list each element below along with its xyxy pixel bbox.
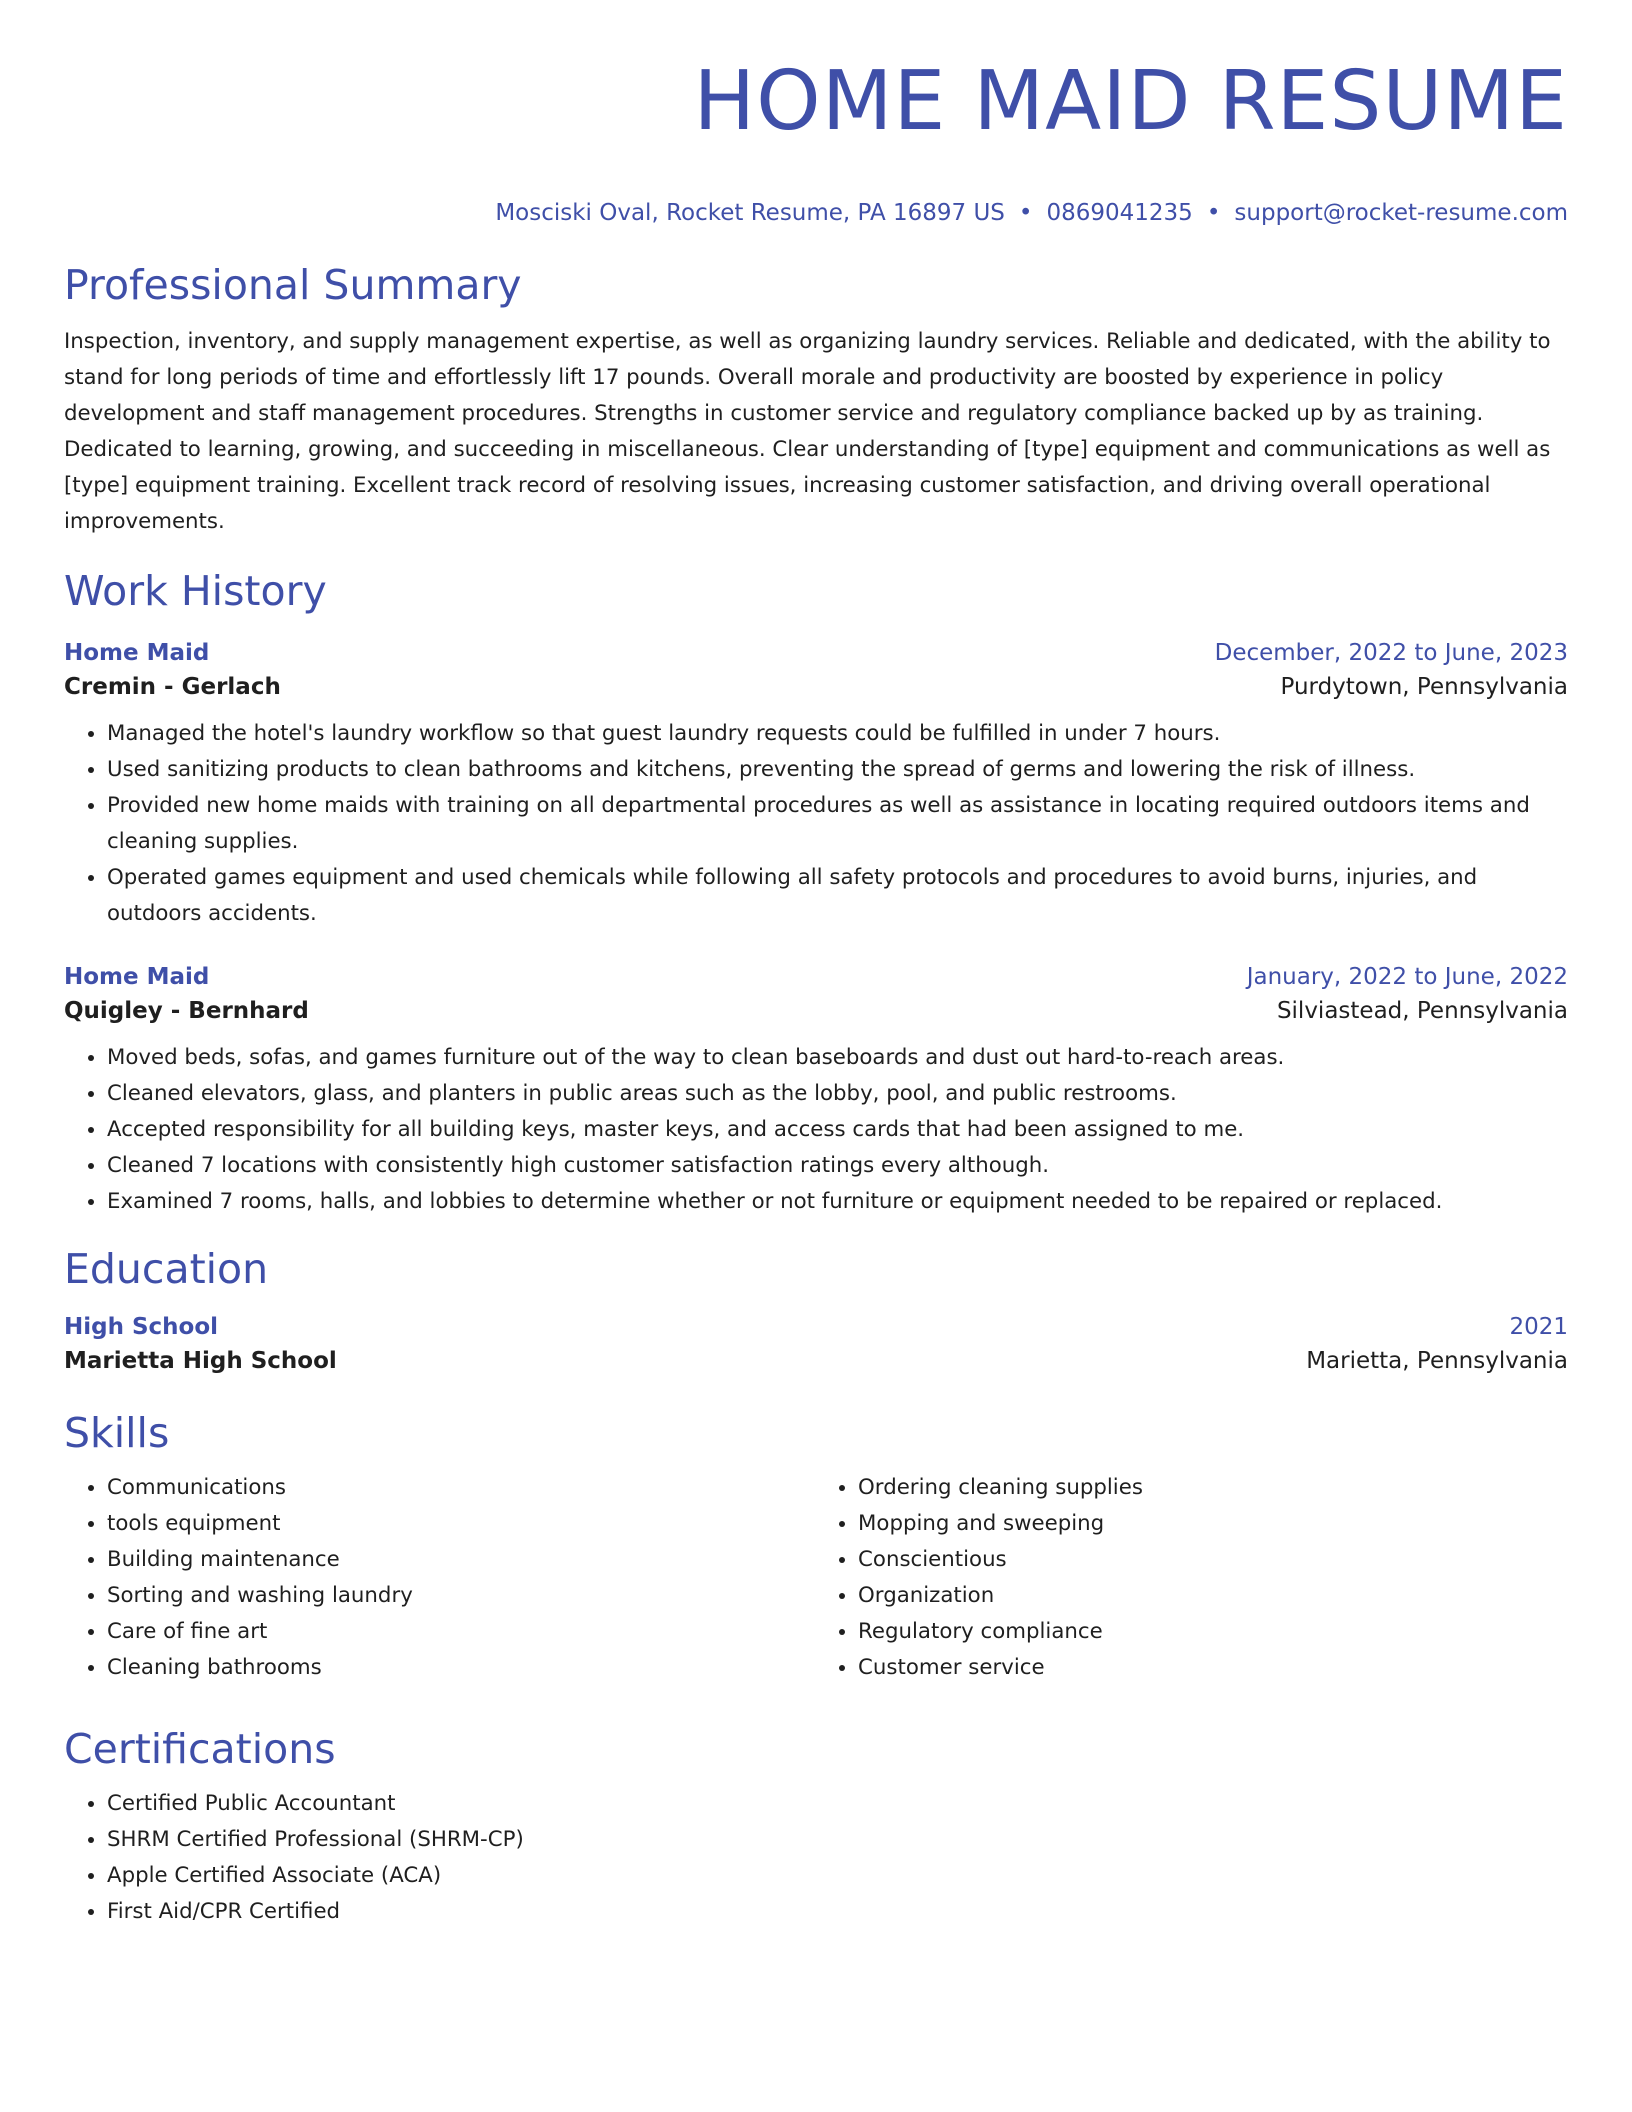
job-dates: December, 2022 to June, 2023	[1214, 640, 1568, 666]
certification-item: • First Aid/CPR Certified	[107, 1894, 1568, 1930]
job-duty-item: • Used sanitizing products to clean bathrooms and kitchens, preventing the spread of germs and lowering the risk of illness.	[107, 752, 1568, 788]
resume-header	[64, 52, 1568, 228]
job-duty-item: • Examined 7 rooms, halls, and lobbies to determine whether or not furniture or equipment needed to be repaired or replaced.	[107, 1184, 1568, 1220]
certification-item: • Apple Certified Associate (ACA)	[107, 1858, 1568, 1894]
skill-item: • Mopping and sweeping	[858, 1506, 1568, 1542]
skill-item: • Communications	[107, 1470, 815, 1506]
job-duty-item: • Moved beds, sofas, and games furniture out of the way to clean baseboards and dust out hard-to-reach areas.	[107, 1040, 1568, 1076]
contact-email: support@rocket-resume.com	[1234, 200, 1568, 226]
skill-item: • Customer service	[858, 1650, 1568, 1686]
skill-item: • Cleaning bathrooms	[107, 1650, 815, 1686]
summary-heading: Professional Summary	[64, 261, 522, 309]
certifications-section	[64, 1724, 1568, 1930]
skills-section	[64, 1408, 1568, 1686]
skills-columns	[64, 1470, 1568, 1686]
contact-phone: 0869041235	[1046, 200, 1193, 226]
education-entry	[64, 1310, 1568, 1378]
skill-item: • Building maintenance	[107, 1542, 815, 1578]
job-role: Home Maid	[64, 964, 210, 990]
skill-item: • Conscientious	[858, 1542, 1568, 1578]
job-role: Home Maid	[64, 640, 210, 666]
job-entry	[64, 636, 1568, 932]
contact-line	[64, 198, 1568, 228]
skill-item: • Organization	[858, 1578, 1568, 1614]
contact-separator: •	[1018, 200, 1033, 226]
job-company: Quigley - Bernhard	[64, 998, 309, 1024]
work-history-section	[64, 566, 1568, 1220]
contact-address: Mosciski Oval, Rocket Resume, PA 16897 US	[495, 200, 1005, 226]
summary-paragraph: Inspection, inventory, and supply management expertise, as well as organizing laundry services. Reliable and dedicated, with the ability to stand for long periods of time and effortlessly lift 17 pounds. Overall morale and productivity are boosted by experience in policy development and staff management procedures. Strengths in customer service and regulatory compliance backed up by as training. Dedicated to learning, growing, and succeeding in miscellaneous. Clear understanding of [type] equipment and communications as well as [type] equipment training. Excellent track record of resolving issues, increasing customer satisfaction, and driving overall operational improvements.	[64, 329, 1551, 534]
job-duty-item: • Cleaned 7 locations with consistently high customer satisfaction ratings every although.	[107, 1148, 1568, 1184]
skill-item: • Care of fine art	[107, 1614, 815, 1650]
certification-item: • Certified Public Accountant	[107, 1786, 1568, 1822]
job-header-row	[64, 960, 1568, 994]
job-dates: January, 2022 to June, 2022	[1246, 964, 1568, 990]
resume-title: HOME MAID RESUME	[693, 54, 1568, 149]
skills-list-right	[815, 1470, 1568, 1686]
job-company-row	[64, 670, 1568, 704]
skill-item: • Sorting and washing laundry	[107, 1578, 815, 1614]
job-location: Silviastead, Pennsylvania	[1276, 998, 1568, 1024]
education-header-row	[64, 1310, 1568, 1344]
job-entry	[64, 960, 1568, 1220]
job-header-row	[64, 636, 1568, 670]
contact-separator: •	[1206, 200, 1221, 226]
skill-item: • Regulatory compliance	[858, 1614, 1568, 1650]
education-school-row	[64, 1344, 1568, 1378]
summary-section	[64, 260, 1568, 540]
education-degree: High School	[64, 1314, 219, 1340]
education-year: 2021	[1509, 1314, 1568, 1340]
job-duty-item: • Managed the hotel's laundry workflow so that guest laundry requests could be fulfilled in under 7 hours.	[107, 716, 1568, 752]
job-location: Purdytown, Pennsylvania	[1280, 674, 1568, 700]
job-company: Cremin - Gerlach	[64, 674, 281, 700]
education-heading: Education	[64, 1245, 269, 1293]
education-school: Marietta High School	[64, 1348, 337, 1374]
job-company-row	[64, 994, 1568, 1028]
job-duty-item: • Cleaned elevators, glass, and planters in public areas such as the lobby, pool, and public restrooms.	[107, 1076, 1568, 1112]
certification-item: • SHRM Certified Professional (SHRM-CP)	[107, 1822, 1568, 1858]
education-location: Marietta, Pennsylvania	[1306, 1348, 1568, 1374]
job-duty-item: • Operated games equipment and used chemicals while following all safety protocols and procedures to avoid burns, injuries, and outdoors accidents.	[107, 860, 1568, 932]
certifications-list	[64, 1786, 1568, 1930]
job-duties-list	[64, 1040, 1568, 1220]
education-section	[64, 1244, 1568, 1378]
job-duty-item: • Provided new home maids with training on all departmental procedures as well as assistance in locating required outdoors items and cleaning supplies.	[107, 788, 1568, 860]
skill-item: • Ordering cleaning supplies	[858, 1470, 1568, 1506]
skills-heading: Skills	[64, 1409, 170, 1457]
skills-list-left	[64, 1470, 815, 1686]
job-duties-list	[64, 716, 1568, 932]
job-duty-item: • Accepted responsibility for all building keys, master keys, and access cards that had been assigned to me.	[107, 1112, 1568, 1148]
certifications-heading: Certifications	[64, 1725, 336, 1773]
work-history-heading: Work History	[64, 567, 327, 615]
skill-item: • tools equipment	[107, 1506, 815, 1542]
